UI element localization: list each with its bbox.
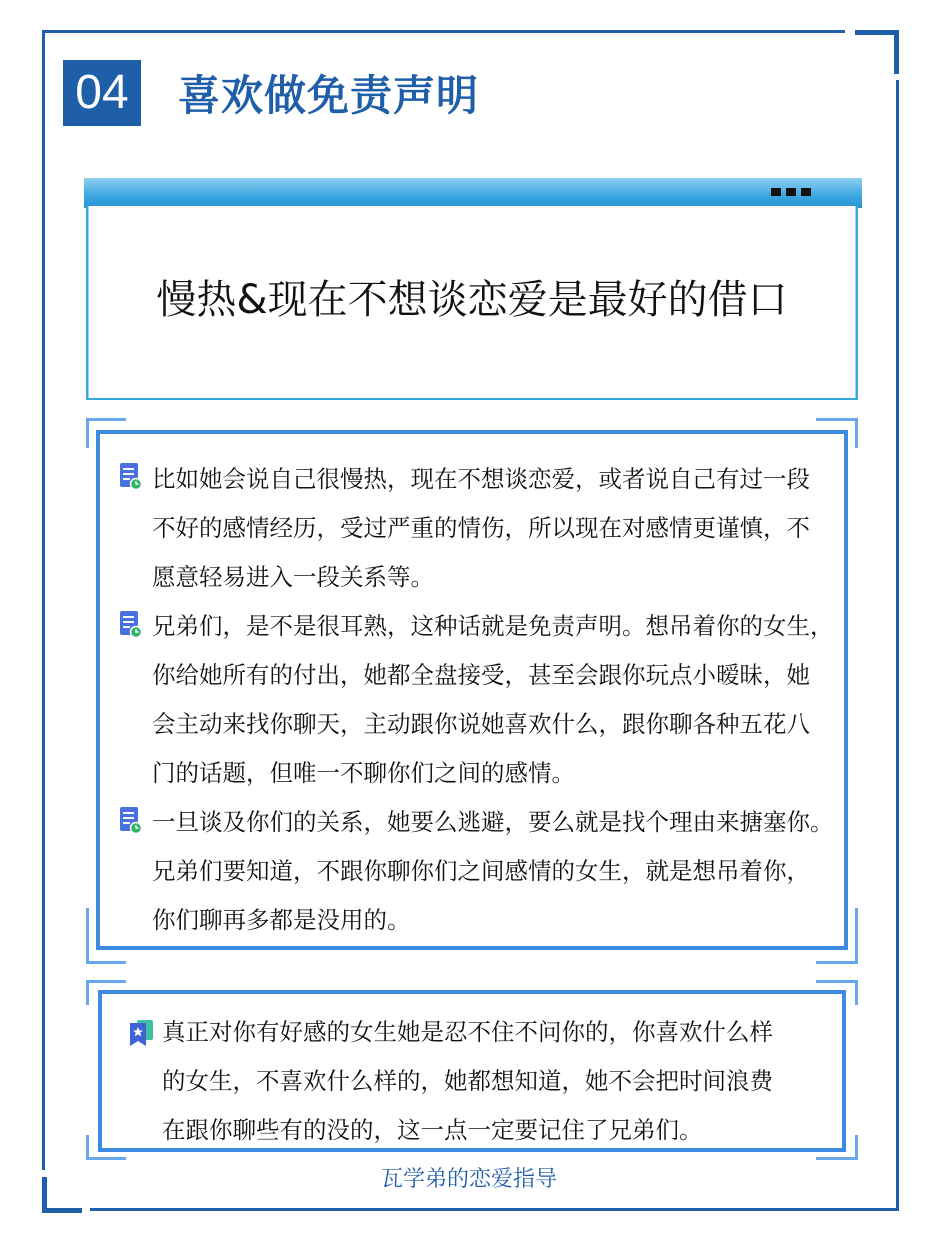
section-title: 喜欢做免责声明 [178,71,480,120]
footer-signature: 瓦学弟的恋爱指导 [380,1167,557,1192]
headline-text: 慢热&现在不想谈恋爱是最好的借口 [156,277,788,323]
list-item: 兄弟们，是不是很耳熟，这种话就是免责声明。想吊着你的女生， 你给她所有的付出，她都全盘接受，甚至会跟你玩点小暧昧，她 会主动来找你聊天，主动跟你说她喜欢什么，跟你聊各种五花八 门的话题，但唯一不聊你们之间的感情。 [152,612,834,787]
list-item: 一旦谈及你们的关系，她要么逃避，要么就是找个理由来搪塞你。 兄弟们要知道，不跟你聊你们之间感情的女生，就是想吊着你， 你们聊再多都是没用的。 [152,808,834,934]
headline-title-bar [84,178,862,208]
list-item: 比如她会说自己很慢热，现在不想谈恋爱，或者说自己有过一段 不好的感情经历，受过严重的情伤，所以现在对感情更谨慎，不 愿意轻易进入一段关系等。 [152,465,810,591]
three-dots-icon [771,188,811,196]
section-number: 04 [63,60,141,126]
star-bookmark-icon [130,1020,156,1048]
document-clock-icon [120,611,142,638]
document-clock-icon [120,463,142,490]
summary-text: 真正对你有好感的女生她是忍不住不问你的，你喜欢什么样 的女生，不喜欢什么样的，她都想知道，她不会把时间浪费 在跟你聊些有的没的，这一点一定要记住了兄弟们。 [162,1018,773,1144]
document-clock-icon [120,807,142,834]
